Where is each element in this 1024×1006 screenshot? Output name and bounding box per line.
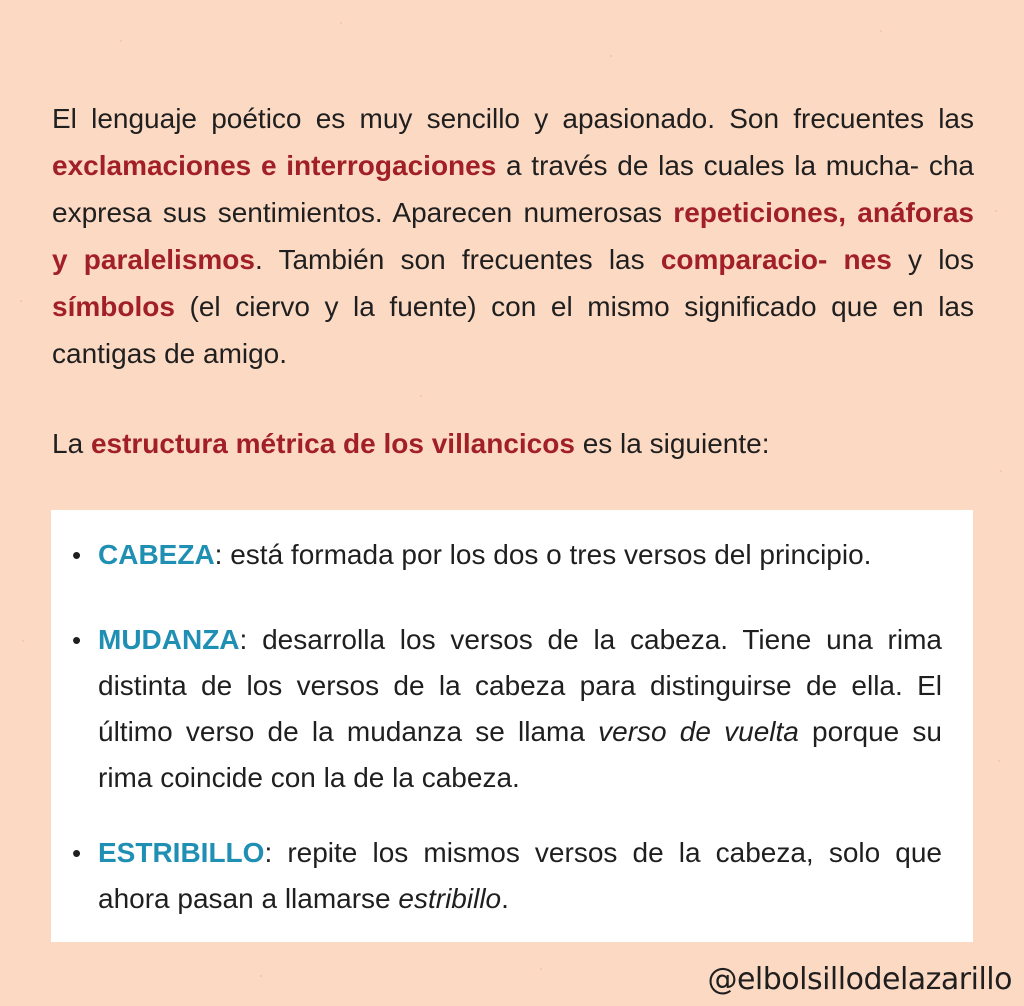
definition-box (51, 510, 973, 942)
definition-text: : desarrolla los versos de la cabeza. Tiene una rima distinta de los versos de la cabeza para distinguirse de ella. El último verso de la mudanza se llama (98, 624, 942, 747)
text-run: El lenguaje poético es muy sencillo y apasionado. Son frecuentes las (52, 103, 974, 134)
bullet-icon: • (72, 625, 82, 655)
list-item-mudanza (72, 617, 942, 801)
term-estribillo: ESTRIBILLO (98, 837, 265, 868)
bullet-icon: • (72, 838, 82, 868)
text-run: y los (891, 244, 974, 275)
term-cabeza: CABEZA (98, 539, 215, 570)
definition-text: porque su rima coincide con la de la cabeza. (98, 716, 942, 793)
italic-term: estribillo (398, 883, 502, 914)
highlight-estructura: estructura métrica de los villancicos (90, 428, 575, 459)
intro-paragraph (52, 95, 974, 377)
author-handle: @elbolsillodelazarillo (707, 962, 1012, 997)
text-run: es la siguiente: (574, 428, 770, 459)
term-mudanza: MUDANZA (98, 624, 240, 655)
text-run: a través de las cuales la mucha- cha expresa sus sentimientos. Aparecen numerosas (52, 150, 974, 228)
text-run: La (52, 428, 91, 459)
text-run: . También son frecuentes las (254, 244, 661, 275)
highlight-comparaciones: comparacio- nes (660, 244, 892, 275)
list-item-cabeza (72, 532, 942, 578)
list-item-estribillo (72, 830, 942, 922)
highlight-simbolos: símbolos (52, 291, 175, 322)
text-run: (el ciervo y la fuente) con el mismo significado que en las cantigas de amigo. (52, 291, 974, 369)
definition-text: : repite los mismos versos de la cabeza, solo que ahora pasan a llamarse (98, 837, 942, 914)
bullet-icon: • (72, 540, 82, 570)
definition-text: : está formada por los dos o tres versos del principio. (214, 539, 872, 570)
definition-text: . (501, 883, 509, 914)
highlight-exclamaciones: exclamaciones e interrogaciones (52, 150, 497, 181)
italic-term: verso de vuelta (598, 716, 799, 747)
highlight-repeticiones: repeticiones, anáforas y paralelismos (52, 197, 975, 275)
structure-intro (52, 420, 974, 467)
